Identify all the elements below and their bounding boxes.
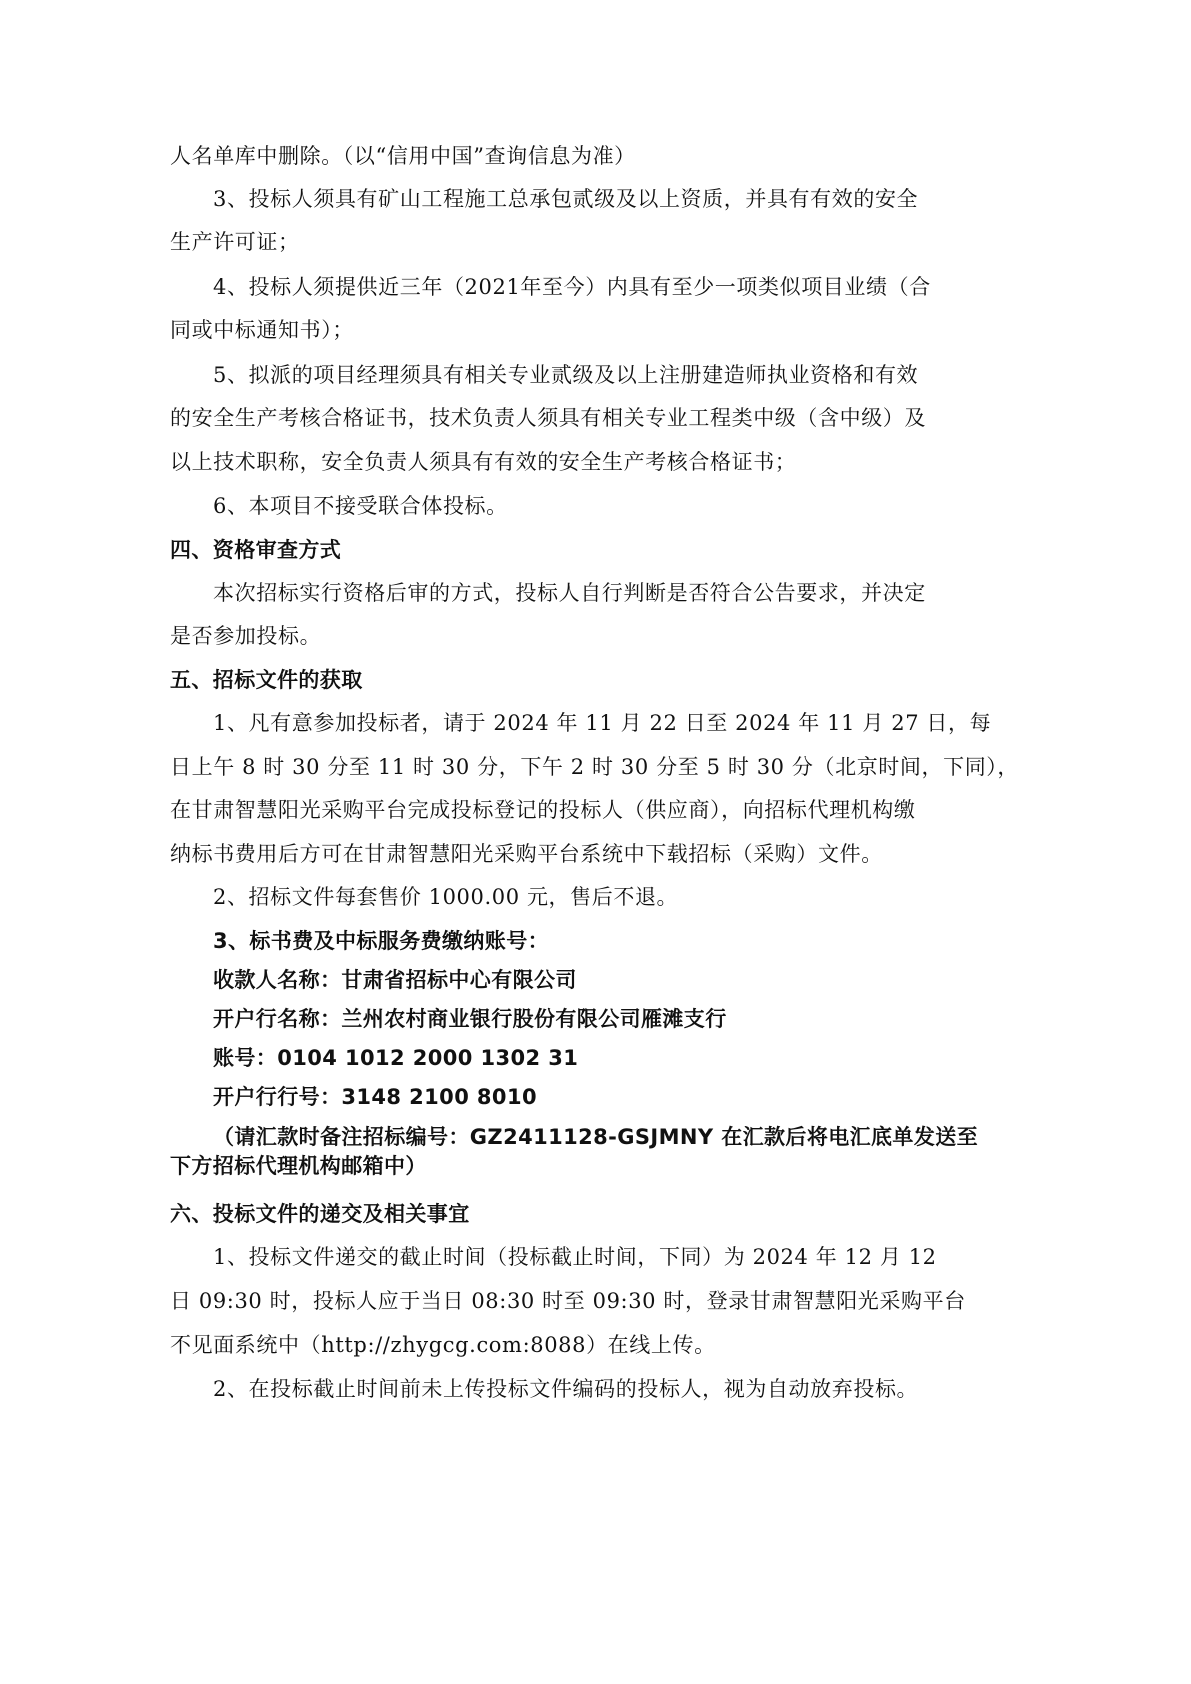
text-line: 1、投标文件递交的截止时间（投标截止时间，下同）为 2024 年 12 月 12 — [213, 1245, 937, 1269]
text-line: 人名单库中删除。（以“信用中国”查询信息为准） — [170, 144, 636, 168]
text-line: 1、凡有意参加投标者，请于 2024 年 11 月 22 日至 2024 年 11 月 27 日，每 — [213, 711, 992, 735]
section-heading: 六、投标文件的递交及相关事宜 — [170, 1202, 470, 1226]
text-line: 2、在投标截止时间前未上传投标文件编码的投标人，视为自动放弃投标。 — [213, 1377, 919, 1401]
text-line: 生产许可证； — [170, 230, 300, 254]
text-line: 2、招标文件每套售价 1000.00 元，售后不退。 — [213, 885, 679, 909]
text-line: 日 09:30 时，投标人应于当日 08:30 时至 09:30 时，登录甘肃智慧阳光采购平台 — [170, 1289, 966, 1313]
text-line: 3、投标人须具有矿山工程施工总承包贰级及以上资质，并具有有效的安全 — [213, 187, 919, 211]
text-line: 日上午 8 时 30 分至 11 时 30 分，下午 2 时 30 分至 5 时 30 分（北京时间，下同）， — [170, 755, 1019, 779]
account-heading: 3、标书费及中标服务费缴纳账号： — [213, 929, 550, 953]
remittance-note: （请汇款时备注招标编号：GZ2411128-GSJMNY 在汇款后将电汇底单发送至 — [213, 1125, 979, 1149]
section-heading: 五、招标文件的获取 — [170, 668, 363, 692]
text-line: 在甘肃智慧阳光采购平台完成投标登记的投标人（供应商），向招标代理机构缴 — [170, 798, 916, 822]
text-line: 6、本项目不接受联合体投标。 — [213, 494, 508, 518]
text-line: 是否参加投标。 — [170, 624, 322, 648]
text-line: 以上技术职称，安全负责人须具有有效的安全生产考核合格证书； — [170, 450, 797, 474]
text-line: 不见面系统中（http://zhygcg.com:8088）在线上传。 — [170, 1333, 716, 1357]
text-line: 纳标书费用后方可在甘肃智慧阳光采购平台系统中下载招标（采购）文件。 — [170, 842, 883, 866]
remittance-note: 下方招标代理机构邮箱中） — [170, 1154, 427, 1178]
text-line: 同或中标通知书）； — [170, 318, 354, 342]
text-line: 4、投标人须提供近三年（2021年至今）内具有至少一项类似项目业绩（合 — [213, 275, 931, 299]
section-heading: 四、资格审查方式 — [170, 538, 342, 562]
account-number: 账号：0104 1012 2000 1302 31 — [213, 1046, 579, 1070]
text-line: 5、拟派的项目经理须具有相关专业贰级及以上注册建造师执业资格和有效 — [213, 363, 919, 387]
payee-name: 收款人名称：甘肃省招标中心有限公司 — [213, 968, 577, 992]
bank-code: 开户行行号：3148 2100 8010 — [213, 1085, 537, 1109]
text-line: 的安全生产考核合格证书，技术负责人须具有相关专业工程类中级（含中级）及 — [170, 406, 926, 430]
bank-name: 开户行名称：兰州农村商业银行股份有限公司雁滩支行 — [213, 1007, 727, 1031]
text-line: 本次招标实行资格后审的方式，投标人自行判断是否符合公告要求，并决定 — [213, 581, 926, 605]
